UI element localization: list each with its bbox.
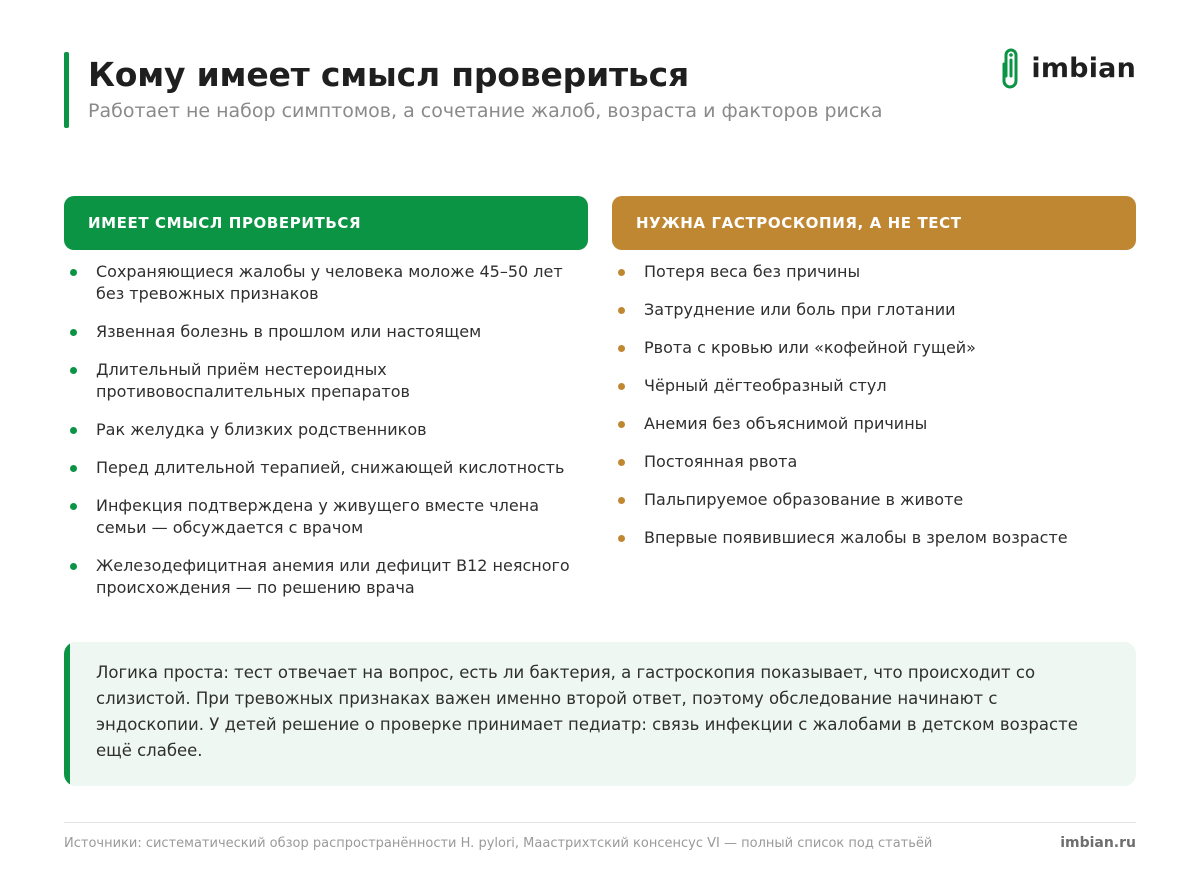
check-worth-column: [64, 196, 588, 615]
list-item-text: Постоянная рвота: [644, 452, 798, 471]
page-subtitle: Работает не набор симптомов, а сочетание жалоб, возраста и факторов риска: [88, 100, 883, 122]
list-item-text: Рак желудка у близких родственников: [96, 420, 427, 439]
page-header: [64, 52, 1136, 128]
bullet-icon: [618, 421, 625, 428]
note-text: Логика проста: тест отвечает на вопрос, есть ли бактерия, а гастроскопия показывает, что происходит со слизистой. При тревожных признаках важен именно второй ответ, поэтому обследование начинают с эндоскопии. У детей решение о проверке принимает педиатр: связь инфекции с жалобами в детском возрасте ещё слабее.: [96, 663, 1078, 760]
list-item: [64, 419, 588, 441]
bullet-icon: [70, 269, 77, 276]
list-item: [64, 261, 588, 305]
list-item-text: Железодефицитная анемия или дефицит B12 неясного происхождения — по решению врача: [96, 556, 570, 597]
bullet-icon: [70, 503, 77, 510]
bullet-icon: [70, 563, 77, 570]
list-item-text: Сохраняющиеся жалобы у человека моложе 45–50 лет без тревожных признаков: [96, 262, 563, 303]
list-item-text: Пальпируемое образование в животе: [644, 490, 964, 509]
check-worth-heading: ИМЕЕТ СМЫСЛ ПРОВЕРИТЬСЯ: [64, 196, 588, 250]
list-item: [64, 321, 588, 343]
list-item-text: Длительный приём нестероидных противовоспалительных препаратов: [96, 360, 410, 401]
footer-divider: [64, 822, 1136, 823]
list-item: [612, 375, 1136, 397]
list-item: [612, 489, 1136, 511]
list-item: [64, 457, 588, 479]
list-item: [612, 527, 1136, 549]
list-item-text: Впервые появившиеся жалобы в зрелом возрасте: [644, 528, 1068, 547]
check-worth-list: [64, 261, 588, 599]
bullet-icon: [70, 427, 77, 434]
list-item-text: Чёрный дёгтеобразный стул: [644, 376, 887, 395]
bullet-icon: [70, 329, 77, 336]
bullet-icon: [618, 535, 625, 542]
list-item-text: Затруднение или боль при глотании: [644, 300, 956, 319]
note-accent-bar: [64, 642, 70, 786]
list-item-text: Потеря веса без причины: [644, 262, 861, 281]
list-item: [64, 555, 588, 599]
header-accent-bar: [64, 52, 69, 128]
paperclip-logo-icon: [999, 46, 1023, 90]
list-item-text: Инфекция подтверждена у живущего вместе члена семьи — обсуждается с врачом: [96, 496, 539, 537]
bullet-icon: [618, 345, 625, 352]
footer-site-link[interactable]: imbian.ru: [1060, 835, 1136, 851]
bullet-icon: [618, 269, 625, 276]
bullet-icon: [618, 383, 625, 390]
page-title: Кому имеет смысл провериться: [88, 55, 689, 94]
list-item-text: Перед длительной терапией, снижающей кислотность: [96, 458, 565, 477]
list-item: [612, 299, 1136, 321]
explanation-note: [64, 642, 1136, 786]
bullet-icon: [618, 307, 625, 314]
list-item: [64, 495, 588, 539]
list-item-text: Язвенная болезнь в прошлом или настоящем: [96, 322, 482, 341]
list-item: [612, 413, 1136, 435]
list-item: [612, 261, 1136, 283]
list-item: [612, 337, 1136, 359]
gastroscopy-list: [612, 261, 1136, 549]
gastroscopy-column: [612, 196, 1136, 565]
bullet-icon: [618, 459, 625, 466]
logo-text: imbian: [1031, 52, 1136, 84]
list-item: [612, 451, 1136, 473]
list-item-text: Анемия без объяснимой причины: [644, 414, 928, 433]
gastroscopy-heading: НУЖНА ГАСТРОСКОПИЯ, А НЕ ТЕСТ: [612, 196, 1136, 250]
footer-sources: Источники: систематический обзор распространённости H. pylori, Маастрихтский консенсус VI — полный список под статьёй: [64, 836, 933, 851]
bullet-icon: [70, 367, 77, 374]
list-item: [64, 359, 588, 403]
bullet-icon: [70, 465, 77, 472]
bullet-icon: [618, 497, 625, 504]
list-item-text: Рвота с кровью или «кофейной гущей»: [644, 338, 976, 357]
brand-logo: [999, 46, 1136, 90]
